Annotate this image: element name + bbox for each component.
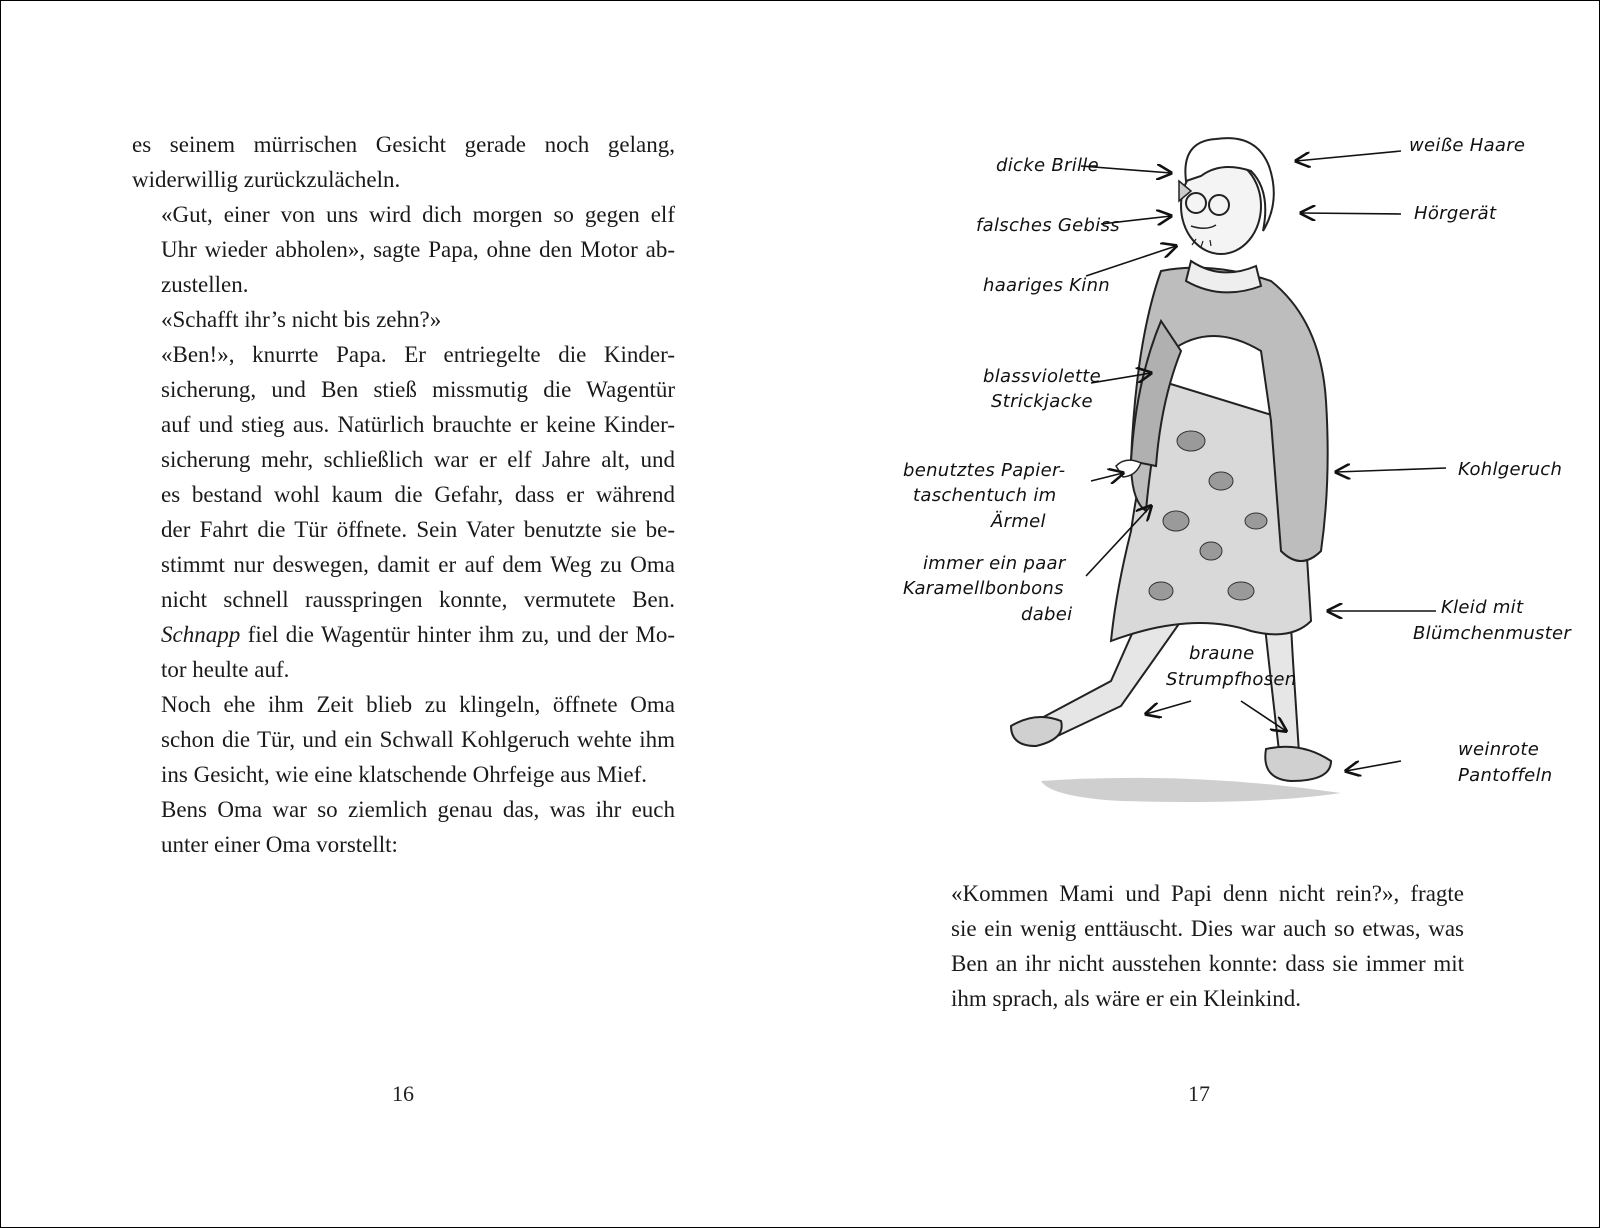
label-braune: braune: [1189, 643, 1255, 664]
paragraph-1: [132, 127, 675, 197]
paragraph-4: [132, 337, 675, 687]
paragraph-6: [132, 792, 675, 862]
label-haariges-kinn: haariges Kinn: [983, 275, 1110, 296]
text-line: ins Gesicht, wie eine klatschende Ohrfeige aus Mief.: [161, 762, 648, 787]
text-line: Bens Oma war so ziemlich genau das, was ihr euch: [161, 797, 675, 822]
label-bonbons-1: immer ein paar: [923, 553, 1066, 574]
text-line: sie ein wenig enttäuscht. Dies war auch so etwas, was: [951, 916, 1464, 941]
text-line: Noch ehe ihm Zeit blieb zu klingeln, öffnete Oma: [161, 692, 675, 717]
label-bonbons-2: Karamellbonbons: [903, 578, 1064, 599]
text-line: «Kommen Mami und Papi denn nicht rein?», fragte: [951, 881, 1464, 906]
text-line-with-italic: [132, 617, 675, 652]
label-papier-1: benutztes Papier-: [903, 460, 1066, 481]
label-pantoffeln: Pantoffeln: [1458, 765, 1553, 786]
text-line: widerwillig zurückzulächeln.: [132, 167, 401, 192]
text-line: schon die Tür, und ein Schwall Kohlgeruch wehte ihm: [161, 727, 675, 752]
text-line: Uhr wieder abholen», sagte Papa, ohne den Motor ab-: [161, 237, 675, 262]
page-number-right: 17: [1188, 1081, 1210, 1106]
label-weinrote: weinrote: [1458, 739, 1540, 760]
label-kohlgeruch: Kohlgeruch: [1458, 459, 1563, 480]
label-falsches-gebiss: falsches Gebiss: [976, 215, 1120, 236]
text-line: der Fahrt die Tür öffnete. Sein Vater benutzte sie be-: [161, 517, 675, 542]
text-line: auf und stieg aus. Natürlich brauchte er keine Kinder-: [161, 412, 675, 437]
text-line: zustellen.: [161, 272, 249, 297]
text-line: «Ben!», knurrte Papa. Er entriegelte die Kinder-: [161, 342, 675, 367]
paragraph-5: [132, 687, 675, 792]
back-slipper: [1011, 717, 1062, 746]
italic-word: Schnapp: [161, 622, 241, 647]
grandma-illustration: [861, 121, 1581, 831]
front-slipper: [1265, 747, 1331, 781]
text-line: es bestand wohl kaum die Gefahr, dass er während: [161, 482, 675, 507]
text-line: sicherung mehr, schließlich war er elf Jahre alt, und: [161, 447, 675, 472]
right-page: [801, 1, 1599, 1227]
label-kleid-mit: Kleid mit: [1441, 597, 1524, 618]
paragraph-2: [132, 197, 675, 302]
text-line: unter einer Oma vorstellt:: [161, 832, 398, 857]
label-papier-3: Ärmel: [991, 511, 1046, 532]
text-line: «Gut, einer von uns wird dich morgen so gegen elf: [161, 202, 675, 227]
paragraph-right: [922, 876, 1464, 1016]
paragraph-3: [132, 302, 675, 337]
label-strickjacke: Strickjacke: [991, 391, 1093, 412]
text-line: stimmt nur deswegen, damit er auf dem Weg zu Oma: [161, 552, 675, 577]
label-blassviolette: blassviolette: [983, 366, 1102, 387]
label-hoergeraet: Hörgerät: [1414, 203, 1497, 224]
text-line: es seinem mürrischen Gesicht gerade noch gelang,: [132, 132, 675, 157]
label-strumpfhosen: Strumpfhosen: [1166, 669, 1297, 690]
label-dicke-brille: dicke Brille: [996, 155, 1099, 176]
label-bluemchenmuster: Blümchenmuster: [1413, 623, 1572, 644]
text-line: «Schafft ihr’s nicht bis zehn?»: [161, 307, 442, 332]
text-line: nicht schnell rausspringen konnte, vermutete Ben.: [161, 587, 675, 612]
left-page-text: [132, 127, 675, 862]
page-number-left: 16: [392, 1081, 414, 1106]
text-line: ihm sprach, als wäre er ein Kleinkind.: [951, 986, 1301, 1011]
label-bonbons-3: dabei: [1021, 604, 1073, 625]
label-weisse-haare: weiße Haare: [1409, 135, 1526, 156]
right-page-text: [922, 876, 1464, 1016]
label-papier-2: taschentuch im: [913, 485, 1057, 506]
text-span: fiel die Wagentür hinter ihm zu, und der Mo-: [240, 622, 675, 647]
text-line: tor heulte auf.: [161, 657, 290, 682]
text-line: sicherung, und Ben stieß missmutig die Wagentür: [161, 377, 675, 402]
text-line: Ben an ihr nicht ausstehen konnte: dass sie immer mit: [951, 951, 1464, 976]
left-page: [1, 1, 801, 1227]
